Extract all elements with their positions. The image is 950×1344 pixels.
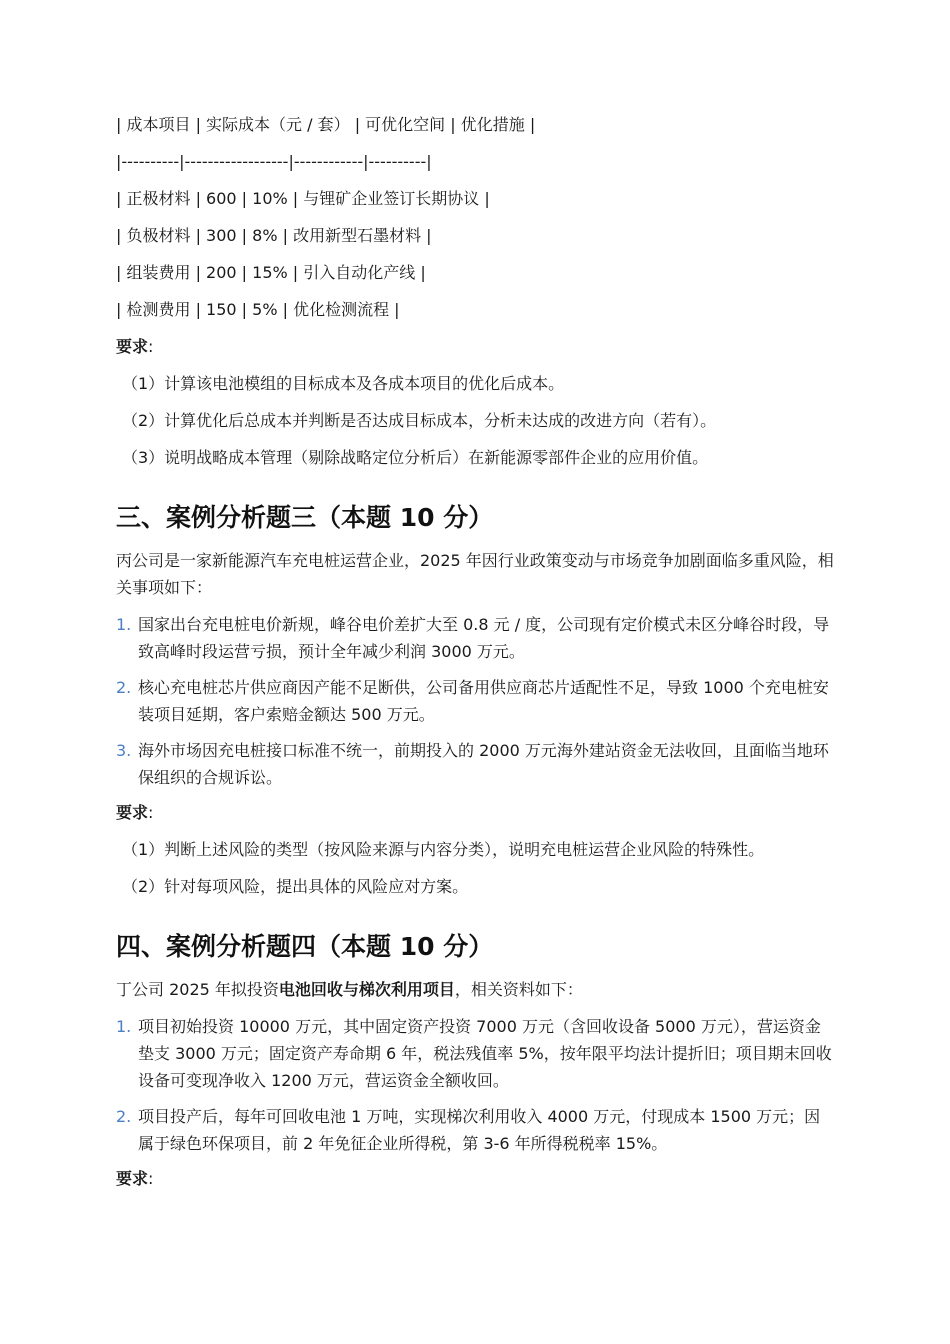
table-row: | 组装费用 | 200 | 15% | 引入自动化产线 | xyxy=(116,263,426,282)
requirement-item: （1）计算该电池模组的目标成本及各成本项目的优化后成本。 xyxy=(122,374,565,393)
section4-list xyxy=(116,1013,836,1157)
list-item: 1. 项目初始投资 10000 万元，其中固定资产投资 7000 万元（含回收设备 5000 万元），营运资金垫支 3000 万元；固定资产寿命期 6 年，税法残值率 5%，按年限平均法计提折旧；项目期末回收设备可变现净收入 1200 万元，营运资金全额收回。 xyxy=(116,1013,836,1094)
section4-heading: 四、案例分析题四（本题 10 分） xyxy=(116,932,494,961)
requirement-item: （3）说明战略成本管理（剔除战略定位分析后）在新能源零部件企业的应用价值。 xyxy=(122,448,709,467)
table-header-row: | 成本项目 | 实际成本（元 / 套） | 可优化空间 | 优化措施 | xyxy=(116,115,536,134)
list-item: 2. 核心充电桩芯片供应商因产能不足断供，公司备用供应商芯片适配性不足，导致 1000 个充电桩安装项目延期，客户索赔金额达 500 万元。 xyxy=(116,674,836,728)
list-number: 3. xyxy=(116,741,132,760)
table-separator-row: |----------|------------------|------------|----------| xyxy=(116,152,432,171)
table-row: | 检测费用 | 150 | 5% | 优化检测流程 | xyxy=(116,300,400,319)
list-item: 2. 项目投产后，每年可回收电池 1 万吨，实现梯次利用收入 4000 万元，付现成本 1500 万元；因属于绿色环保项目，前 2 年免征企业所得税，第 3-6 年所得税税率 15%。 xyxy=(116,1103,836,1157)
section3-heading: 三、案例分析题三（本题 10 分） xyxy=(116,503,494,532)
requirement-item: （2）计算优化后总成本并判断是否达成目标成本，分析未达成的改进方向（若有）。 xyxy=(122,411,717,430)
requirement-item: （1）判断上述风险的类型（按风险来源与内容分类），说明充电桩运营企业风险的特殊性。 xyxy=(122,840,765,859)
list-item: 1. 国家出台充电桩电价新规，峰谷电价差扩大至 0.8 元 / 度，公司现有定价模式未区分峰谷时段，导致高峰时段运营亏损，预计全年减少利润 3000 万元。 xyxy=(116,611,836,665)
table-row: | 负极材料 | 300 | 8% | 改用新型石墨材料 | xyxy=(116,226,432,245)
list-number: 2. xyxy=(116,678,132,697)
list-number: 1. xyxy=(116,1017,132,1036)
section4-intro: 丁公司 2025 年拟投资电池回收与梯次利用项目，相关资料如下： xyxy=(116,980,583,999)
requirements-label: 要求: xyxy=(116,1169,154,1188)
list-number: 1. xyxy=(116,615,132,634)
list-number: 2. xyxy=(116,1107,132,1126)
requirements-label: 要求: xyxy=(116,803,154,822)
list-item: 3. 海外市场因充电桩接口标准不统一，前期投入的 2000 万元海外建站资金无法收回，且面临当地环保组织的合规诉讼。 xyxy=(116,737,836,791)
cost-table-markdown xyxy=(116,112,836,323)
document-page xyxy=(116,112,836,1203)
section3-intro: 丙公司是一家新能源汽车充电桩运营企业，2025 年因行业政策变动与市场竞争加剧面临多重风险，相关事项如下： xyxy=(116,551,834,597)
requirements-label: 要求: xyxy=(116,337,154,356)
section3-list xyxy=(116,611,836,791)
table-row: | 正极材料 | 600 | 10% | 与锂矿企业签订长期协议 | xyxy=(116,189,490,208)
requirement-item: （2）针对每项风险，提出具体的风险应对方案。 xyxy=(122,877,469,896)
